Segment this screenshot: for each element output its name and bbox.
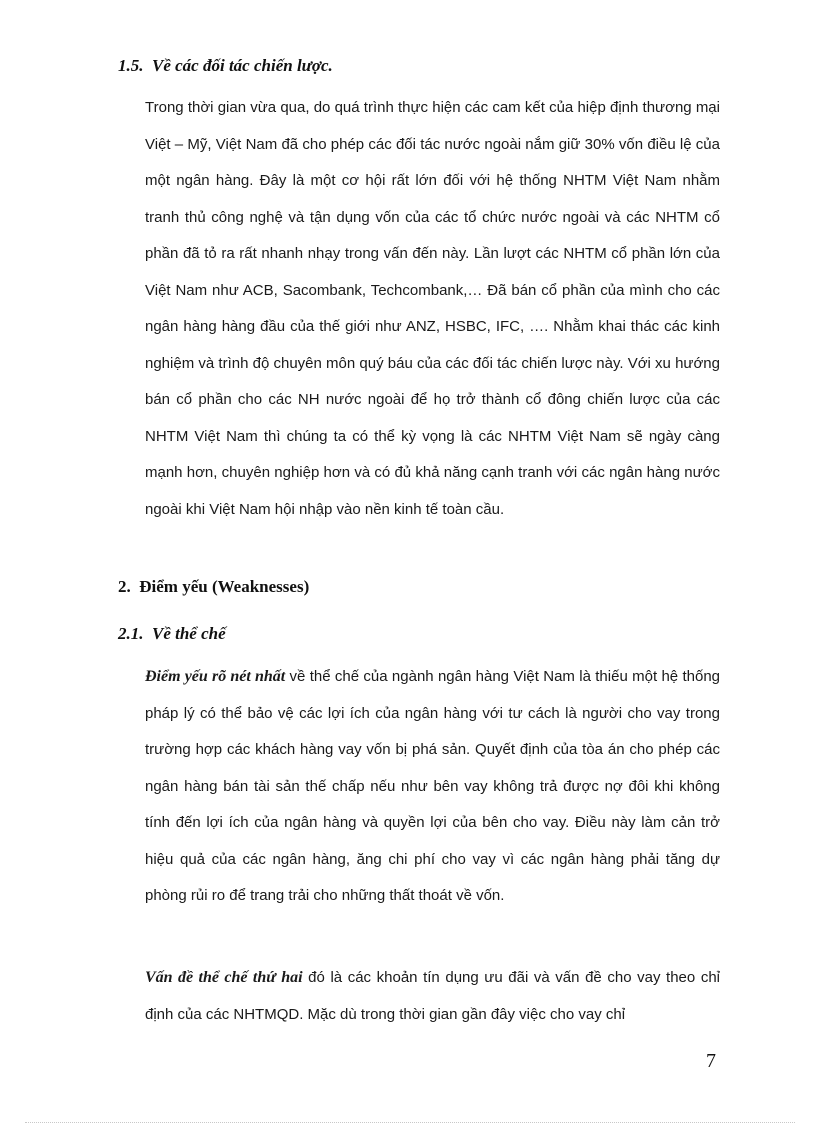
section-number: 2. (118, 577, 131, 596)
page-number: 7 (706, 1050, 716, 1072)
paragraph-lead: Điểm yếu rõ nét nhất (145, 668, 286, 685)
paragraph-weakness-1 (145, 659, 720, 915)
paragraph-body: về thể chế của ngành ngân hàng Việt Nam là thiếu một hệ thống pháp lý có thể bảo vệ các lợi ích của ngân hàng với tư cách là người cho vay trong trường hợp các khách hàng vay vốn bị phá sản. Quyết định của tòa án cho phép các ngân hàng bán tài sản thế chấp nếu như bên vay không trả được nợ đôi khi không tính đến lợi ích của ngân hàng và quyền lợi của bên cho vay. Điều này làm cản trở hiệu quả của các ngân hàng, ăng chi phí cho vay vì các ngân hàng phải tăng dự phòng rủi ro để trang trải cho những thất thoát về vốn. (145, 668, 720, 904)
section-title: Về các đối tác chiến lược. (152, 56, 333, 75)
section-title: Điểm yếu (Weaknesses) (139, 577, 310, 596)
paragraph-lead: Vấn đề thể chế thứ hai (145, 969, 303, 986)
paragraph-body: đó là các khoản tín dụng ưu đãi và vấn đề cho vay theo chỉ định của các NHTMQD. Mặc dù trong thời gian gần đây việc cho vay chỉ (145, 969, 721, 1023)
paragraph-strategic-partners: Trong thời gian vừa qua, do quá trình thực hiện các cam kết của hiệp định thương mại Việt – Mỹ, Việt Nam đã cho phép các đối tác nước ngoài nắm giữ 30% vốn điều lệ của một ngân hàng. Đây là một cơ hội rất lớn đối với hệ thống NHTM Việt Nam nhằm tranh thủ công nghệ và tận dụng vốn của các tổ chức nước ngoài và các NHTM cổ phần đã tỏ ra rất nhanh nhạy trong vấn đến này. Lần lượt các NHTM cổ phần lớn của Việt Nam như ACB, Sacombank, Techcombank,… Đã bán cổ phần của mình cho các ngân hàng hàng đầu của thế giới như ANZ, HSBC, IFC, …. Nhằm khai thác các kinh nghiệm và trình độ chuyên môn quý báu của các đối tác chiến lược này. Với xu hướng bán cổ phần cho các NH nước ngoài để họ trở thành cổ đông chiến lược của các NHTM Việt Nam thì chúng ta có thể kỳ vọng là các NHTM Việt Nam sẽ ngày càng mạnh hơn, chuyên nghiệp hơn và có đủ khả năng cạnh tranh với các ngân hàng nước ngoài khi Việt Nam hội nhập vào nền kinh tế toàn cầu. (145, 99, 720, 518)
section-heading-1-5 (118, 56, 333, 76)
paragraph-weakness-2 (145, 960, 720, 1033)
section-heading-2-1 (118, 624, 226, 644)
section-number: 2.1. (118, 624, 144, 643)
section-title: Về thể chế (152, 624, 226, 643)
section-number: 1.5. (118, 56, 144, 75)
section-heading-2 (118, 577, 309, 597)
